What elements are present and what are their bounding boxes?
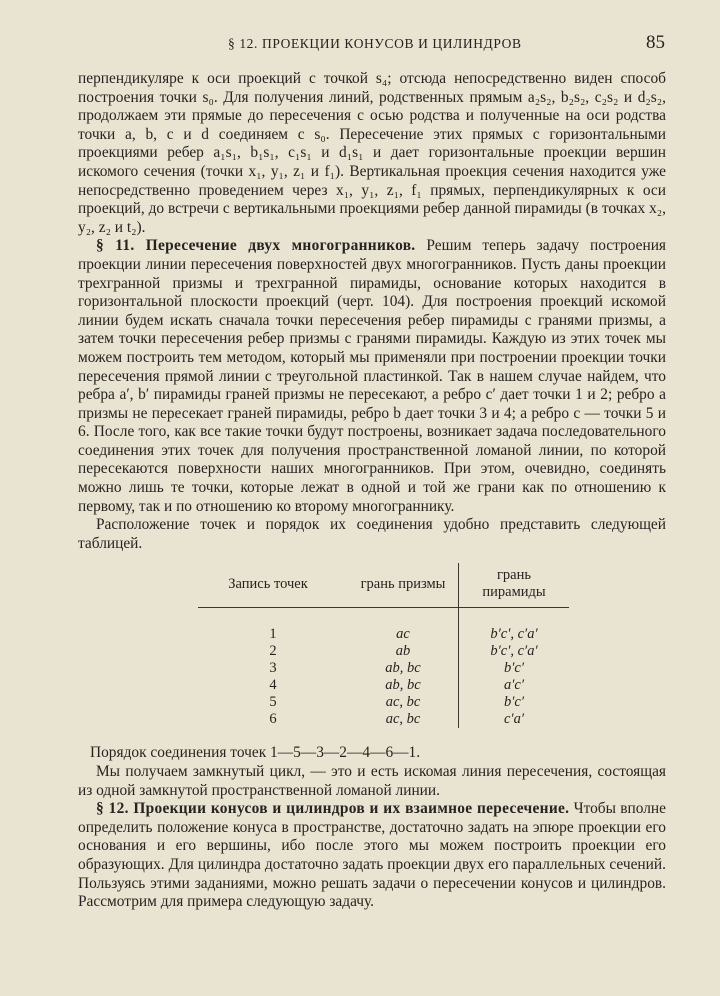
pyramid-face: b′c′ — [503, 660, 525, 677]
point-number: 6 — [269, 711, 277, 728]
pyramid-face: b′c′, c′a′ — [490, 626, 538, 643]
section-11-heading: § 11. Пересечение двух многогранников. — [96, 237, 416, 255]
pyramid-face: c′a′ — [503, 711, 525, 728]
prism-face: ac, bc — [348, 711, 459, 728]
paragraph-continuation: перпендикуляре к оси проекций с точкой s₄; отсюда непосредственно виден способ построения точки s₀. Для получения линий, родственных прямым a₂s₂, b₂s₂, c₂s₂ и d₂s₂, продолжаем эти прямые до пересечения с осью родства и полученные на оси родства точки a, b, c и d соединяем с s₀. Пересечение этих прямых с горизонтальными проекциями ребер a₁s₁, b₁s₁, c₁s₁ и d₁s₁ и дает горизонтальные проекции вершин искомого сечения (точки x₁, y₁, z₁ и f₁). Вертикальная проекция сечения находится уже непосредственно проведением через x₁, y₁, z₁, f₁ прямых, перпендикулярных к оси проекций, до встречи с вертикальными проекциями ребер данной пирамиды (в точках x₂, y₂, z₂ и t₂). — [78, 70, 666, 236]
prism-face: ac, bc — [348, 694, 459, 711]
section-11-paragraph — [78, 237, 666, 516]
page-body — [78, 70, 666, 912]
table-row — [198, 643, 569, 660]
column-header-points: Запись точек — [198, 563, 348, 608]
prism-face: ab — [348, 643, 459, 660]
running-title: § 12. ПРОЕКЦИИ КОНУСОВ И ЦИЛИНДРОВ — [228, 36, 522, 51]
table-row — [198, 711, 569, 728]
closed-cycle-paragraph: Мы получаем замкнутый цикл, — это и есть искомая линия пересечения, состоящая из одной замкнутой пространственной ломаной линии. — [78, 763, 666, 799]
point-number: 1 — [269, 626, 277, 643]
page-number: 85 — [646, 32, 665, 53]
prism-face: ab, bc — [348, 660, 459, 677]
section-12-heading: § 12. Проекции конусов и цилиндров и их взаимное пересечение. — [96, 800, 570, 818]
section-12-paragraph — [78, 800, 666, 912]
connection-order: Порядок соединения точек 1—5—3—2—4—6—1. — [90, 744, 421, 762]
table-row — [198, 608, 569, 644]
pyramid-face: b′c′ — [503, 694, 525, 711]
point-number: 3 — [269, 660, 277, 677]
pyramid-face: a′c′ — [503, 677, 525, 694]
point-number: 4 — [269, 677, 277, 694]
table-row — [198, 677, 569, 694]
point-number: 2 — [269, 643, 277, 660]
point-number: 5 — [269, 694, 277, 711]
table-row — [198, 660, 569, 677]
column-header-prism-face: грань призмы — [348, 563, 459, 608]
table-row — [198, 694, 569, 711]
column-header-pyramid-face: грань пирамиды — [459, 563, 570, 608]
table-intro: Расположение точек и порядок их соединения удобно представить следующей таблицей. — [78, 516, 666, 552]
prism-face: ab, bc — [348, 677, 459, 694]
pyramid-face: b′c′, c′a′ — [490, 643, 538, 660]
connection-table — [198, 563, 569, 728]
section-11-text: Решим теперь задачу построения проекции линии пересечения поверхностей двух многогранников. Пусть даны проекции трехгранной призмы и трехгранной пирамиды, основание которых находится в горизонтальной плоскости проекций (черт. 104). Для построения проекций искомой линии будем искать сначала точки пересечения ребер пирамиды с гранями призмы, а затем точки пересечения ребер призмы с гранями пирамиды. Каждую из этих точек мы можем построить тем методом, который мы применяли при построении проекции точки пересечения прямой линии с треугольной пластинкой. Так в нашем случае найдем, что ребра a′, b′ пирамиды граней призмы не пересекают, а ребро c′ дает точки 1 и 2; ребро a призмы не пересекает граней пирамиды, ребро b дает точки 3 и 4; а ребро c — точки 5 и 6. После того, как все такие точки будут построены, возникает задача последовательного соединения этих точек для получения пространственной ломаной линии, по которой пересекаются поверхности наших многогранников. При этом, очевидно, соединять можно лишь те точки, которые лежат в одной и той же грани как по отношению к первому, так и по отношению ко второму многограннику. — [78, 237, 667, 515]
prism-face: ac — [348, 608, 459, 644]
table-header-row — [198, 563, 569, 608]
section-12-text: Чтобы вполне определить положение конуса в пространстве, достаточно задать на эпюре проекции его основания и его вершины, ибо после этого мы можем построить проекции его образующих. Для цилиндра достаточно задать проекции двух его параллельных сечений. Пользуясь этими заданиями, можно решать задачи о пересечении конусов и цилиндров. Рассмотрим для примера следующую задачу. — [78, 800, 666, 911]
